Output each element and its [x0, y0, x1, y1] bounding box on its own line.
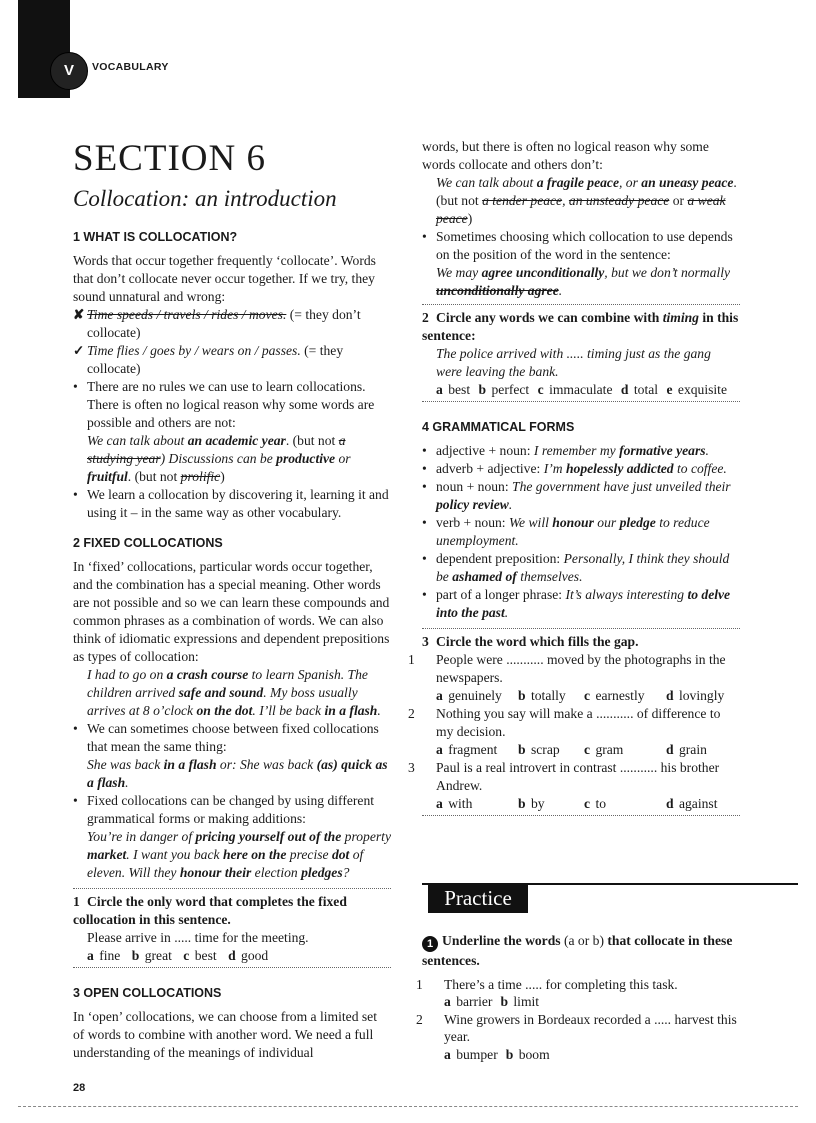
ex-text: . My boss usually arrives at 8 o’clock: [87, 685, 358, 718]
ex-text: to learn Spanish. The children arrived: [87, 667, 368, 700]
practice-question-2-options: [422, 1046, 752, 1064]
exercise-2: [422, 309, 740, 399]
ex-text: , but we don’t normally: [604, 265, 731, 280]
exercise-number: 1: [73, 894, 80, 909]
form-item: [422, 442, 740, 460]
practice-question-1-options: [422, 993, 752, 1011]
right-example-text: Time flies / goes by / wears on / passes.: [87, 343, 301, 358]
exercise-2-sentence: The police arrived with ..... timing just as the gang were leaving the bank.: [436, 346, 711, 379]
option-word: fine: [99, 948, 121, 963]
option-letter: d: [620, 382, 629, 397]
form-item: [422, 550, 740, 586]
option-word: to: [595, 796, 607, 811]
option-b[interactable]: [518, 741, 584, 759]
option-word: boom: [518, 1046, 550, 1062]
form-label: part of a longer phrase:: [436, 587, 566, 602]
option-d[interactable]: [666, 741, 707, 759]
exercise-1-sentence: Please arrive in ..... time for the meeting.: [87, 930, 309, 945]
ex-text: election: [251, 865, 302, 880]
ex-text: We can talk about: [87, 433, 188, 448]
option-letter: e: [666, 382, 673, 397]
option-word: with: [448, 796, 473, 811]
practice-heading: Practice: [428, 883, 528, 913]
ex-bold: here on the: [222, 847, 287, 862]
bullet-text: There are no rules we can use to learn collocations. There is often no logical reason why some words are possible and others are not:: [87, 379, 375, 430]
right-example-note: (= they collocate): [87, 343, 344, 376]
ex-text: to reduce unemployment.: [436, 515, 710, 548]
option-word: totally: [530, 688, 566, 703]
option-letter: a: [444, 994, 451, 1009]
option-letter: b: [500, 994, 508, 1009]
question-number: 2: [416, 1011, 423, 1027]
section-subtitle: Collocation: an introduction: [73, 186, 337, 211]
ex-text: The government have just unveiled their: [512, 479, 731, 494]
option-c[interactable]: [584, 687, 666, 705]
exercise-3: [408, 633, 740, 813]
option-word: total: [633, 382, 659, 397]
ex-bold: honour: [552, 515, 594, 530]
option-letter: c: [584, 796, 591, 811]
ex-text: . (but not: [436, 175, 737, 208]
option-e[interactable]: [666, 381, 727, 399]
heading-what-is-collocation: 1 WHAT IS COLLOCATION?: [73, 230, 238, 244]
ex-text: or: [335, 451, 351, 466]
s2-intro: In ‘fixed’ collocations, particular words occur together, and the combination has a special meaning. Other words are not possible and so we can learn these compounds and common phrases as a combination of words. We can also think of idiomatic expressions and dependent prepositions as types of collocation:: [73, 559, 390, 664]
option-word: limit: [513, 994, 540, 1009]
option-letter: b: [518, 796, 526, 811]
wrong-example-note: (= they don’t collocate): [87, 307, 361, 340]
option-b[interactable]: [518, 795, 584, 813]
option-c[interactable]: [538, 381, 613, 399]
ex-bold: an academic year: [187, 433, 286, 448]
option-a[interactable]: [436, 741, 518, 759]
wrong-example-text: Time speeds / travels / rides / moves.: [87, 307, 287, 322]
ex-text: property: [341, 829, 391, 844]
ex-bold: pricing yourself out of the: [195, 829, 342, 844]
question-text: People were ........... moved by the photographs in the newspapers.: [436, 652, 726, 685]
section-title: SECTION 6: [73, 138, 266, 179]
s3-intro: In ‘open’ collocations, we can choose from a limited set of words to combine with another word. We need a full understanding of the meanings of individual: [73, 1009, 377, 1060]
ex-bold: fruitful: [87, 469, 128, 484]
option-a[interactable]: [444, 993, 492, 1011]
s3-bullet-position-example: [422, 264, 740, 300]
ex-bold: to delve into the past: [436, 587, 731, 620]
task-text: Underline the words: [442, 933, 561, 948]
option-letter: a: [436, 688, 443, 703]
ex-text: . (but not: [285, 433, 336, 448]
option-b[interactable]: [479, 381, 530, 399]
task-text: (a or b): [560, 933, 608, 948]
form-label: dependent preposition:: [436, 551, 564, 566]
option-word: best: [448, 382, 471, 397]
ex-text: .: [705, 443, 709, 458]
s2-bullet-changed-example: [73, 828, 391, 882]
ex-text: or: She was back: [216, 757, 317, 772]
option-a[interactable]: [444, 1046, 498, 1064]
question-3: [408, 759, 740, 795]
option-letter: a: [87, 948, 94, 963]
exercise-title-text: Circle any words we can combine with: [436, 310, 663, 325]
ex-text: ): [220, 469, 225, 484]
option-word: perfect: [491, 382, 530, 397]
ex-text: our: [593, 515, 620, 530]
page-edge-rule: [18, 1106, 798, 1107]
exercise-number: 3: [422, 634, 429, 649]
ex-text: .: [377, 703, 381, 718]
ex-text: ?: [342, 865, 350, 880]
ex-text: of eleven. Will they: [87, 847, 364, 880]
option-letter: c: [584, 742, 591, 757]
ex-text: It’s always interesting: [565, 587, 688, 602]
question-text: Wine growers in Bordeaux recorded a ..... harvest this year.: [444, 1011, 737, 1044]
option-word: lovingly: [678, 688, 725, 703]
option-d[interactable]: [666, 687, 724, 705]
option-word: earnestly: [595, 688, 645, 703]
option-a[interactable]: [436, 795, 518, 813]
ex-text: We will: [508, 515, 553, 530]
option-word: fragment: [448, 742, 498, 757]
wrong-example: [73, 306, 391, 342]
bullet-text: We learn a collocation by discovering it, learning it and using it – in the same way as other vocabulary.: [87, 487, 389, 520]
ex-text: We can talk about: [436, 175, 537, 190]
ex-bold: an uneasy peace: [641, 175, 734, 190]
s3-bullet-position: [422, 228, 740, 264]
form-item: [422, 460, 740, 478]
exercise-title-text: Circle the only word that completes the fixed collocation in this sentence.: [73, 894, 347, 927]
ex-struck: a tender peace: [482, 193, 563, 208]
option-letter: b: [518, 688, 526, 703]
option-word: best: [194, 948, 217, 963]
header-label: VOCABULARY: [92, 61, 169, 73]
s1-bullet-learn: [73, 486, 391, 522]
right-column: [408, 138, 740, 816]
task-text: that collocate in these sentences.: [422, 933, 733, 968]
ex-bold: dot: [331, 847, 350, 862]
exercise-number: 2: [422, 310, 429, 325]
ex-text: . I want you back: [126, 847, 223, 862]
ex-bold: pledge: [619, 515, 656, 530]
ex-bold: a fragile peace: [536, 175, 619, 190]
question-number: 1: [416, 976, 423, 992]
practice-question-2: [416, 1011, 752, 1046]
option-letter: d: [666, 688, 674, 703]
ex-bold: pledges: [301, 865, 343, 880]
ex-text: I’m: [543, 461, 566, 476]
option-letter: a: [436, 742, 443, 757]
option-letter: d: [666, 796, 674, 811]
ex-bold: honour their: [179, 865, 252, 880]
option-b[interactable]: [500, 993, 539, 1011]
option-letter: c: [537, 382, 544, 397]
option-b[interactable]: [132, 947, 172, 965]
s2-bullet-changed: [73, 792, 391, 828]
option-word: good: [241, 948, 269, 963]
exercise-2-options: [422, 381, 740, 399]
option-b[interactable]: [506, 1046, 550, 1064]
form-item: [422, 478, 740, 514]
option-word: scrap: [530, 742, 560, 757]
question-1: [408, 651, 740, 687]
option-word: against: [678, 796, 718, 811]
question-number: 3: [408, 760, 415, 775]
exercise-2-title: [422, 309, 740, 345]
task-number-badge: 1: [422, 936, 438, 952]
option-d[interactable]: [228, 947, 268, 965]
s2-examples: [73, 666, 391, 720]
ex-text: ,: [562, 193, 569, 208]
ex-text: We may: [436, 265, 482, 280]
heading-open-collocations: 3 OPEN COLLOCATIONS: [73, 986, 222, 1000]
ex-bold: hopelessly addicted: [565, 461, 674, 476]
exercise-1-title: [73, 893, 391, 929]
ex-text: .: [508, 497, 513, 512]
ex-bold: a crash course: [166, 667, 249, 682]
option-word: great: [144, 948, 172, 963]
s2-bullet-choose: [73, 720, 391, 756]
ex-text: .: [125, 775, 129, 790]
option-letter: a: [436, 382, 443, 397]
ex-bold: on the dot: [196, 703, 253, 718]
option-letter: c: [183, 948, 190, 963]
divider: [422, 815, 740, 816]
option-letter: d: [228, 948, 236, 963]
option-a[interactable]: [436, 381, 470, 399]
ex-bold: (as) quick as a flash: [87, 757, 388, 790]
exercise-title-text: in this sentence:: [422, 310, 739, 343]
question-text: There’s a time ..... for completing this task.: [444, 976, 678, 992]
option-letter: b: [518, 742, 526, 757]
option-word: gram: [595, 742, 624, 757]
ex-text: I had to go on: [87, 667, 167, 682]
ex-bold: market: [87, 847, 127, 862]
exercise-title-text: timing: [662, 310, 699, 325]
page-number: 28: [73, 1082, 86, 1094]
bullet-text: Sometimes choosing which collocation to use depends on the position of the word in the sentence:: [436, 229, 733, 262]
ex-text: . (but not: [127, 469, 181, 484]
option-letter: a: [444, 1046, 451, 1062]
ex-text: . I’ll be back: [252, 703, 325, 718]
ex-text: You’re in danger of: [87, 829, 196, 844]
option-d[interactable]: [621, 381, 658, 399]
option-b[interactable]: [518, 687, 584, 705]
ex-text: I remember my: [533, 443, 620, 458]
heading-grammatical-forms: 4 GRAMMATICAL FORMS: [422, 420, 575, 434]
option-word: genuinely: [448, 688, 502, 703]
option-word: grain: [678, 742, 707, 757]
ex-text: She was back: [87, 757, 164, 772]
option-word: by: [530, 796, 545, 811]
practice-question-1: [416, 976, 752, 994]
option-letter: d: [666, 742, 674, 757]
ex-text: precise: [286, 847, 332, 862]
option-c[interactable]: [183, 947, 216, 965]
question-text: Paul is a real introvert in contrast ........... his brother Andrew.: [436, 760, 720, 793]
option-letter: c: [584, 688, 591, 703]
divider: [422, 304, 740, 305]
exercise-title-text: Circle the word which fills the gap.: [436, 634, 639, 649]
ex-text: to coffee.: [673, 461, 727, 476]
ex-text: ): [467, 211, 473, 226]
cross-icon: ✘: [73, 307, 85, 322]
divider: [422, 628, 740, 629]
ex-text: .: [504, 605, 509, 620]
ex-struck: prolific: [180, 469, 221, 484]
ex-struck: an unsteady peace: [568, 193, 670, 208]
ex-text: , or: [618, 175, 642, 190]
option-a[interactable]: [87, 947, 120, 965]
ex-bold: in a flash: [163, 757, 217, 772]
ex-bold: ashamed of: [452, 569, 517, 584]
option-a[interactable]: [436, 687, 518, 705]
s1-bullet-rules: [73, 378, 391, 432]
bullet-text: Fixed collocations can be changed by using different grammatical forms or making additions:: [87, 793, 375, 826]
right-example: [73, 342, 391, 378]
s1-intro: Words that occur together frequently ‘collocate’. Words that don’t collocate never occur together. If we try, they sound unnatural and wrong:: [73, 253, 376, 304]
option-letter: b: [505, 1046, 514, 1062]
ex-text: ) Discussions can be: [160, 451, 277, 466]
form-item: [422, 514, 740, 550]
question-text: Nothing you say will make a ........... of difference to my decision.: [436, 706, 721, 739]
ex-struck: a weak peace: [436, 193, 726, 226]
ex-text: themselves.: [516, 569, 583, 584]
s2-bullet-choose-example: [73, 756, 391, 792]
exercise-3-title: [422, 633, 740, 651]
ex-text: or: [669, 193, 688, 208]
option-c[interactable]: [584, 795, 666, 813]
option-c[interactable]: [584, 741, 666, 759]
left-column: [73, 230, 391, 1062]
divider: [73, 888, 391, 889]
exercise-1-options: [73, 947, 391, 965]
option-word: exquisite: [677, 382, 727, 397]
question-2: [408, 705, 740, 741]
practice-task: [422, 932, 752, 970]
option-word: immaculate: [549, 382, 613, 397]
ex-bold: safe and sound: [178, 685, 264, 700]
question-1-options: [422, 687, 740, 705]
ex-struck: a studying year: [87, 433, 346, 466]
ex-bold: in a flash: [324, 703, 378, 718]
ex-bold: agree unconditionally: [481, 265, 605, 280]
ex-bold: formative years: [619, 443, 706, 458]
exercise-1: [73, 893, 391, 965]
question-number: 1: [408, 652, 415, 667]
option-word: bumper: [456, 1046, 498, 1062]
heading-fixed-collocations: 2 FIXED COLLOCATIONS: [73, 536, 223, 550]
option-word: barrier: [456, 994, 493, 1009]
s1-bullet-rules-example: [73, 432, 391, 486]
ex-bold: policy review: [436, 497, 509, 512]
check-icon: ✓: [73, 343, 85, 358]
form-label: verb + noun:: [436, 515, 509, 530]
ex-struck: unconditionally agree: [436, 283, 559, 298]
ex-text: Personally, I think they should be: [436, 551, 730, 584]
ex-text: .: [558, 283, 563, 298]
option-letter: b: [478, 382, 487, 397]
option-letter: a: [436, 796, 443, 811]
vocabulary-badge: V: [50, 52, 88, 90]
question-3-options: [422, 795, 740, 813]
form-item: [422, 586, 740, 622]
form-label: noun + noun:: [436, 479, 513, 494]
practice-body: [416, 932, 752, 1063]
form-label: adjective + noun:: [436, 443, 534, 458]
bullet-text: We can sometimes choose between fixed collocations that mean the same thing:: [87, 721, 379, 754]
ex-bold: productive: [276, 451, 336, 466]
question-2-options: [422, 741, 740, 759]
question-number: 2: [408, 706, 415, 721]
form-label: adverb + adjective:: [436, 461, 544, 476]
option-letter: b: [131, 948, 140, 963]
option-d[interactable]: [666, 795, 717, 813]
s3-continued: words, but there is often no logical reason why some words collocate and others don’t:: [422, 139, 709, 172]
s3-example: [422, 174, 740, 228]
